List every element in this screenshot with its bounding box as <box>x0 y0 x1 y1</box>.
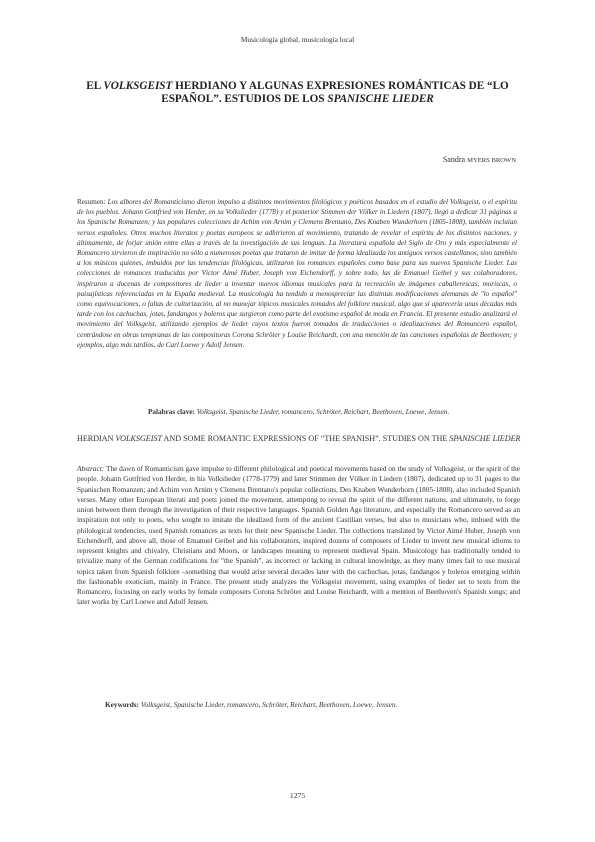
title-part-italic: SPANISCHE LIEDER <box>449 434 521 443</box>
abstract-text: Los albores del Romanticismo dieron impulso a distintos movimientos filológicos y poéticos basados en el estudio del Volksgeist, o el espíritu de los pueblos. Johann Gottfried von Herder, en su Volkslieder (1778) y el posterior Stimmen der Völker in Liedern (1807), llegó a dedicar 31 páginas a los Spanische Romanzen; y las populares colecciones de Achim von Arnim y Clemens Brentano, Des Knaben Wunderhorn (1805-1808), también incluían versos españoles. Otros muchos literatos y poetas europeos se adhirieron al movimiento, tratando de revelar el espíritu de los distintos naciones, y últimamente, de forjar unión entre ellas a través de la investigación de sus lenguas. La literatura española del Siglo de Oro y más especialmente el Romancero sirvieron de inspiración no sólo a numerosos poetas que trataron de imitar de forma idealizada los antiguos versos castellanos, sino también a los músicos quienes, imbuidos por las tendencias filológicas, utilizaron los romances españoles como base para sus nuevos Spanische Lieder. Las colecciones de romances traducidas por Víctor Aimé Huber, Joseph von Eichendorff, y sobre todo, las de Emanuel Geibel y sus colaboradores, inspiraron a docenas de compositores de lieder a inventar nuevos idiomas musicales para la recreación de imágenes caballerescas, moriscas, o paisajísticas referenciadas en la España medieval. La musicología ha tendido a menospreciar las distintas modificaciones alemanas de "lo español" como equivocaciones, o faltas de culturización, al no manejar tópicos musicales tomados del folklore musical, algo que sí aparecería unas décadas más tarde con los cachuchas, jotas, fandangos y boleros que surgieron como parte del exotismo español de moda en Francia. El presente estudio analizará el movimiento del Volksgeist, utilizando ejemplos de lieder cuyos textos fueron tomados de traducciones o idealizaciones del Romancero español, centrándose en obras tempranas de las compositoras Corona Schröter y Louise Reichardt, con una mención de las canciones españolas de Beethoven; y ejemplos, algo más tardíos, de Carl Loewe y Adolf Jensen. <box>77 198 517 349</box>
keywords-text: Volksgeist, Spanische Lieder, romancero, Schröter, Reichart, Beethoven, Loewe, Jensen. <box>140 700 398 709</box>
title-part-italic: VOLKSGEIST <box>103 80 173 92</box>
title-part-italic: VOLKSGEIST <box>115 434 162 443</box>
keywords-label: Palabras clave: <box>148 408 197 416</box>
keywords-english <box>105 700 525 709</box>
abstract-label: Abstract: <box>77 464 106 473</box>
abstract-english <box>77 464 520 608</box>
keywords-text: Volksgeist, Spanische Lieder, romancero, Schröter, Reichart, Beethoven, Loewe, Jensen. <box>196 408 450 416</box>
title-part: HERDIAN <box>77 434 116 443</box>
author-first-name: Sandra <box>442 155 468 164</box>
title-part: HERDIANO Y ALGUNAS EXPRESIONES ROMÁNTICAS DE “LO ESPAÑOL”. ESTUDIOS DE LOS <box>161 80 509 106</box>
abstract-text: The dawn of Romanticism gave impulse to different philological and poetical movements based on the study of Volksgeist, or the spirit of the people. Johann Gottfried von Herder, in his Volkslieder (1778-1779) and later Stimmen der Völker in Liedern (1807), dedicated up to 31 pages to the Spanischen Romanzen; and Achim von Arnim y Clemens Brentano's popular collections, Des Knaben Wunderhorn (1805-1808), also included Spanish verses. Many other European literati and poets joined the movement, attempting to reveal the spirit of the different nations, and ultimately, to forge union between them through the investigation of their respective languages. Spanish Golden Age literature, and especially the Romancero served as an inspiration not only to poets, who sought to imitate the idealized form of the ancient Castilian verses, but also to musicians who, imbued with the philological tendencies, used Spanish romances as texts for their new Spanische Lieder. The collections translated by Victor Aimé Huber, Joseph von Eichendorff, and above all, those of Emanuel Geibel and his collaborators, inspired dozens of composers of Lieder to invent new musical idioms to represent knights and chivalry, Christians and Moors, or landscapes meaning to represent medieval Spain. Musicology has traditionally tended to trivialize many of the German codifications for "the Spanish", as incorrect or lacking in cultural knowledge, as they many times fail to use musical topics taken from Spanish folklore –something that would arise several decades later with the cachuchas, jotas, fandangos y boleros emerging within the fashionable exoticism, mainly in France. The present study analyzes the Volksgeist movement, using examples of lieder set to texts from the Romancero, focusing on early works by female composers Corona Schröter and Louise Reichardt, with a mention of Beethoven's Spanish songs; and later works by Carl Loewe and Adolf Jensen. <box>77 464 520 607</box>
author-name <box>443 155 516 164</box>
title-part: AND SOME ROMANTIC EXPRESSIONS OF “THE SPANISH”. STUDIES ON THE <box>161 434 450 443</box>
abstract-spanish <box>77 197 517 350</box>
article-title <box>75 80 520 106</box>
running-head: Musicología global, musicología local <box>240 35 355 44</box>
title-part-italic: SPANISCHE LIEDER <box>327 93 434 106</box>
author-last-name: MYERS BROWN <box>467 157 516 164</box>
abstract-label: Resumen: <box>77 198 108 206</box>
keywords-spanish <box>148 408 520 416</box>
english-title <box>77 434 523 445</box>
keywords-label: Keywords: <box>105 700 141 709</box>
page-number: 1275 <box>289 791 306 800</box>
title-part: EL <box>86 80 104 92</box>
